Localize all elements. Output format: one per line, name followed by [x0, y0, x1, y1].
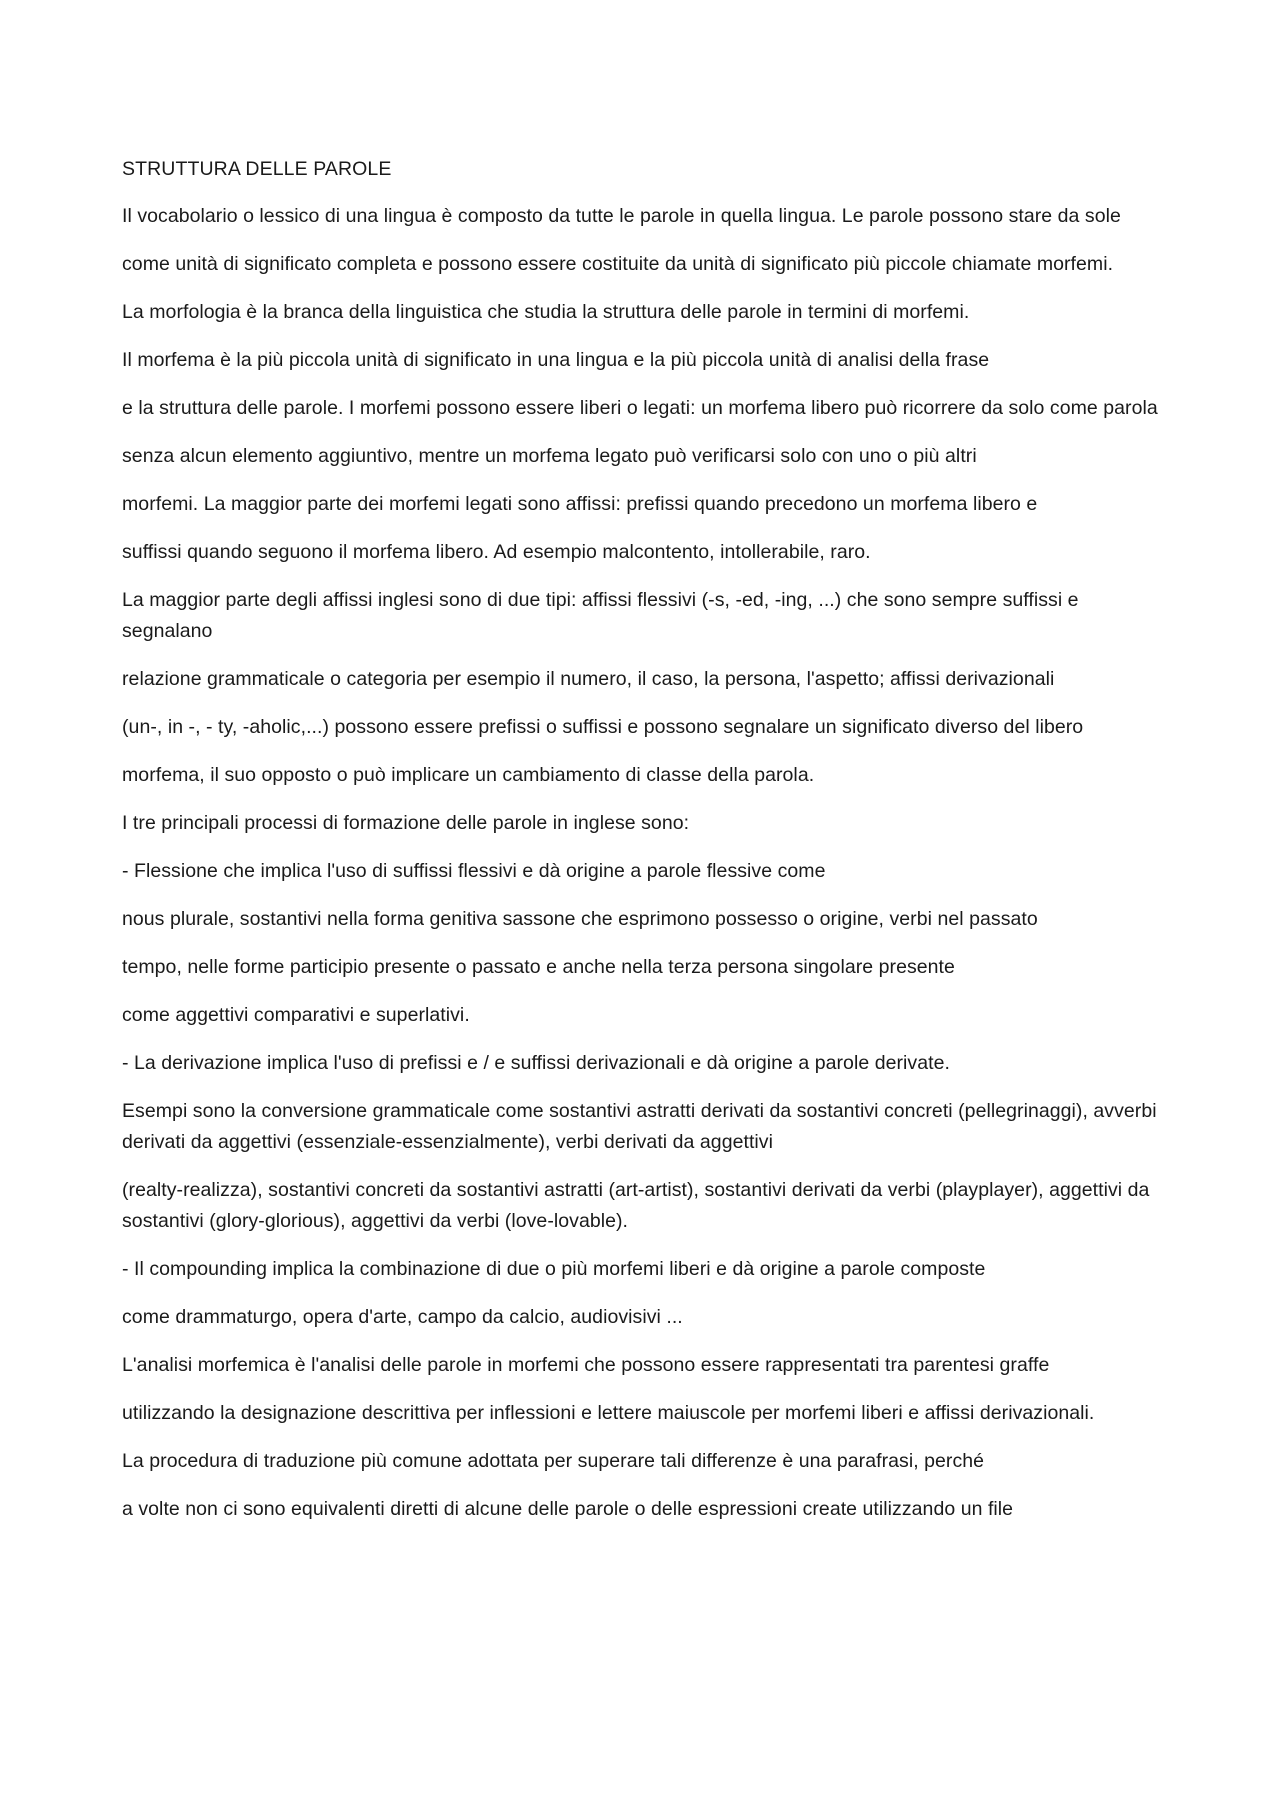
paragraph: - Il compounding implica la combinazione di due o più morfemi liberi e dà origine a parole composte: [122, 1258, 986, 1280]
paragraph: suffissi quando seguono il morfema libero. Ad esempio malcontento, intollerabile, raro.: [122, 541, 871, 563]
paragraph: tempo, nelle forme participio presente o passato e anche nella terza persona singolare presente: [122, 956, 955, 978]
paragraph: come unità di significato completa e possono essere costituite da unità di significato più piccole chiamate morfemi.: [122, 253, 1114, 275]
paragraph: a volte non ci sono equivalenti diretti di alcune delle parole o delle espressioni create utilizzando un file: [122, 1498, 1014, 1520]
paragraph: (realty-realizza), sostantivi concreti da sostantivi astratti (art-artist), sostantivi derivati da verbi (playplayer), aggettivi da sostantivi (glory-glorious), aggettivi da verbi (love-lovable).: [122, 1179, 1150, 1232]
paragraph: nous plurale, sostantivi nella forma genitiva sassone che esprimono possesso o origine, verbi nel passato: [122, 908, 1038, 930]
paragraph: Esempi sono la conversione grammaticale come sostantivi astratti derivati da sostantivi concreti (pellegrinaggi), avverbi derivati da aggettivi (essenziale-essenzialmente), verbi derivati da aggettivi: [122, 1100, 1157, 1153]
paragraph: e la struttura delle parole. I morfemi possono essere liberi o legati: un morfema libero può ricorrere da solo come parola: [122, 397, 1158, 419]
paragraph: utilizzando la designazione descrittiva per inflessioni e lettere maiuscole per morfemi liberi e affissi derivazionali.: [122, 1402, 1095, 1424]
paragraph: Il vocabolario o lessico di una lingua è composto da tutte le parole in quella lingua. Le parole possono stare da sole: [122, 205, 1121, 227]
paragraph: Il morfema è la più piccola unità di significato in una lingua e la più piccola unità di analisi della frase: [122, 349, 990, 371]
paragraph: (un-, in -, - ty, -aholic,...) possono essere prefissi o suffissi e possono segnalare un significato diverso del libero: [122, 716, 1084, 738]
paragraph: La morfologia è la branca della linguistica che studia la struttura delle parole in termini di morfemi.: [122, 301, 970, 323]
paragraph: morfemi. La maggior parte dei morfemi legati sono affissi: prefissi quando precedono un morfema libero e: [122, 493, 1038, 515]
paragraph: senza alcun elemento aggiuntivo, mentre un morfema legato può verificarsi solo con uno o più altri: [122, 445, 977, 467]
document-body: [122, 154, 1172, 1542]
paragraph: - La derivazione implica l'uso di prefissi e / e suffissi derivazionali e dà origine a parole derivate.: [122, 1052, 950, 1074]
paragraph: La procedura di traduzione più comune adottata per superare tali differenze è una parafrasi, perché: [122, 1450, 985, 1472]
paragraph: relazione grammaticale o categoria per esempio il numero, il caso, la persona, l'aspetto; affissi derivazionali: [122, 668, 1055, 690]
paragraph: La maggior parte degli affissi inglesi sono di due tipi: affissi flessivi (-s, -ed, -ing, ...) che sono sempre suffissi e segnalano: [122, 589, 1079, 642]
paragraph: L'analisi morfemica è l'analisi delle parole in morfemi che possono essere rappresentati tra parentesi graffe: [122, 1354, 1050, 1376]
paragraph: - Flessione che implica l'uso di suffissi flessivi e dà origine a parole flessive come: [122, 860, 826, 882]
paragraph: come aggettivi comparativi e superlativi.: [122, 1004, 470, 1026]
paragraph: morfema, il suo opposto o può implicare un cambiamento di classe della parola.: [122, 764, 815, 786]
document-title: STRUTTURA DELLE PAROLE: [122, 158, 392, 180]
paragraph: I tre principali processi di formazione delle parole in inglese sono:: [122, 812, 690, 834]
paragraph: come drammaturgo, opera d'arte, campo da calcio, audiovisivi ...: [122, 1306, 683, 1328]
